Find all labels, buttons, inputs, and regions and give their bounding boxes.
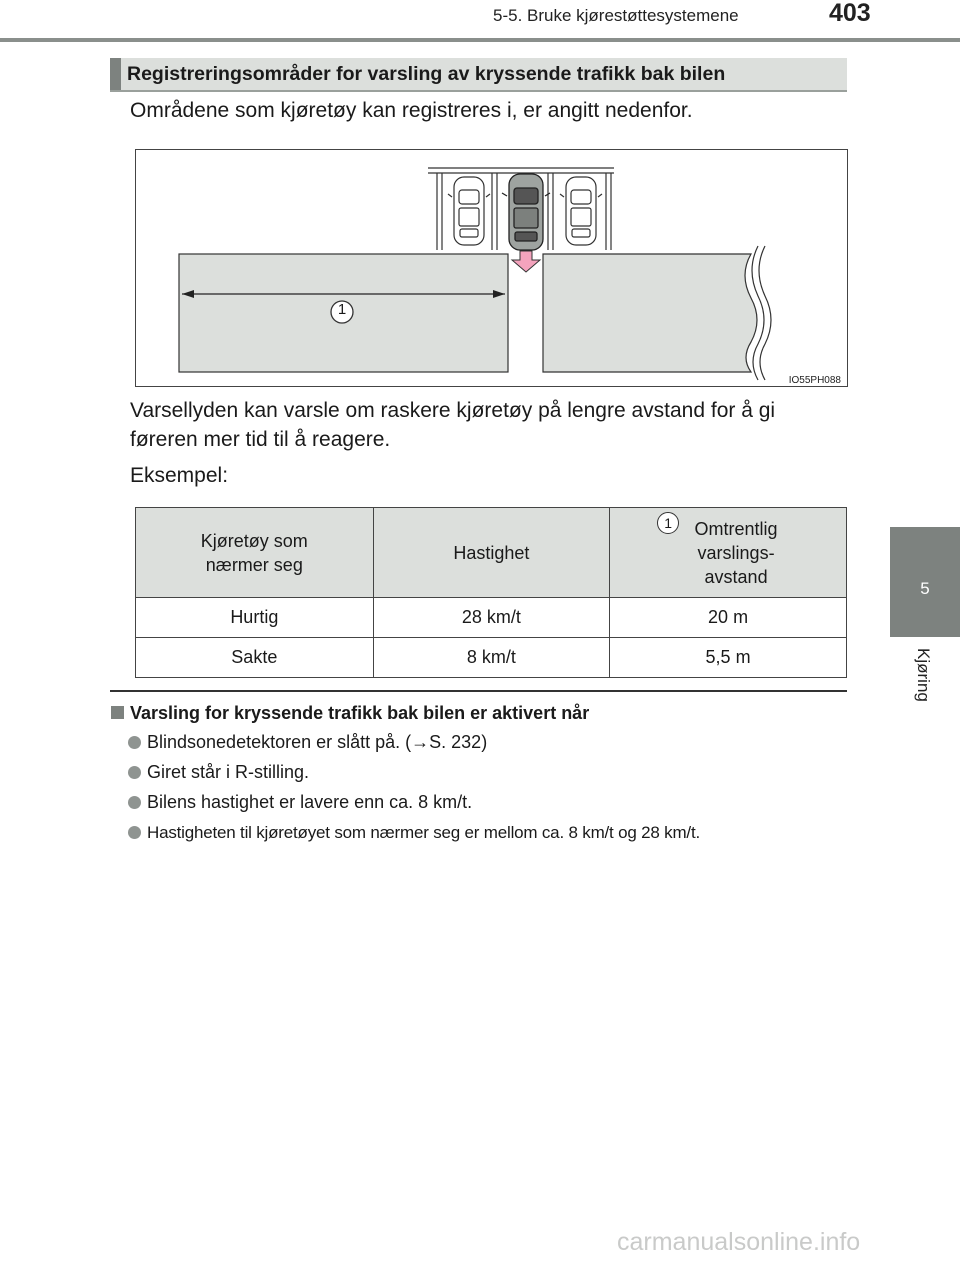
cell-distance: 20 m xyxy=(610,598,847,638)
example-label: Eksempel: xyxy=(130,464,229,487)
bullet-dot-icon xyxy=(128,826,141,839)
chapter-number: 5 xyxy=(920,579,930,598)
table-row xyxy=(136,598,847,638)
table-row xyxy=(136,638,847,678)
header-rule xyxy=(0,38,960,42)
right-detection-zone xyxy=(543,254,757,372)
parking-diagram xyxy=(136,150,847,386)
header-distance-text: Omtrentlig varslings- avstand xyxy=(694,518,778,587)
list-item-text: Hastigheten til kjøretøyet som nærmer seg er mellom ca. 8 km/t og 28 km/t. xyxy=(147,823,700,842)
section-divider xyxy=(110,690,847,692)
chapter-label xyxy=(914,648,944,718)
list-item xyxy=(128,732,487,753)
note-title-text: Varsling for kryssende trafikk bak bilen er aktivert når xyxy=(130,703,590,723)
body-line-2: føreren mer tid til å reagere. xyxy=(130,428,391,451)
header-vehicle-text: Kjøretøy som nærmer seg xyxy=(200,530,308,575)
header-section-title: 5-5. Bruke kjørestøttesystemene xyxy=(493,6,739,25)
square-bullet-icon xyxy=(111,706,124,719)
body-line-1: Varsellyden kan varsle om raskere kjøretøy på lengre avstand for å gi xyxy=(130,399,776,422)
watermark: carmanualsonline.info xyxy=(617,1228,861,1256)
cell-speed: 28 km/t xyxy=(373,598,609,638)
parked-car-right xyxy=(560,177,602,245)
header-vehicle xyxy=(136,508,374,598)
figure-code: IO55PH088 xyxy=(788,375,841,386)
list-item xyxy=(128,792,472,813)
list-item-text: Bilens hastighet er lavere enn ca. 8 km/t. xyxy=(147,792,473,812)
chapter-label-text: Kjøring xyxy=(914,648,933,702)
chapter-tab xyxy=(890,527,960,637)
bullet-dot-icon xyxy=(128,736,141,749)
cell-distance: 5,5 m xyxy=(610,638,847,678)
figure-callout: 1 xyxy=(337,301,347,318)
page-number: 403 xyxy=(829,0,871,27)
note-heading xyxy=(111,703,589,724)
section-heading xyxy=(110,58,847,92)
list-item xyxy=(128,762,309,783)
table-callout: 1 xyxy=(657,512,679,534)
list-item-text: Giret står i R-stilling. xyxy=(147,762,310,782)
break-line xyxy=(759,246,771,380)
reverse-arrow xyxy=(512,251,540,272)
section-marker xyxy=(110,58,121,90)
cell-vehicle: Hurtig xyxy=(136,598,374,638)
cell-speed: 8 km/t xyxy=(373,638,609,678)
section-title: Registreringsområder for varsling av kryssende trafikk bak bilen xyxy=(127,63,726,85)
parked-car-left xyxy=(448,177,490,245)
header-distance xyxy=(610,508,847,598)
example-table xyxy=(135,507,847,678)
bullet-dot-icon xyxy=(128,766,141,779)
header-speed: Hastighet xyxy=(373,508,609,598)
list-item-text: Blindsonedetektoren er slått på. (→S. 232) xyxy=(147,732,488,752)
detection-area-figure xyxy=(135,149,848,387)
table-header-row xyxy=(136,508,847,598)
intro-text: Områdene som kjøretøy kan registreres i, er angitt nedenfor. xyxy=(130,99,693,122)
list-item xyxy=(128,823,700,843)
bullet-dot-icon xyxy=(128,796,141,809)
cell-vehicle: Sakte xyxy=(136,638,374,678)
own-car xyxy=(502,174,550,250)
